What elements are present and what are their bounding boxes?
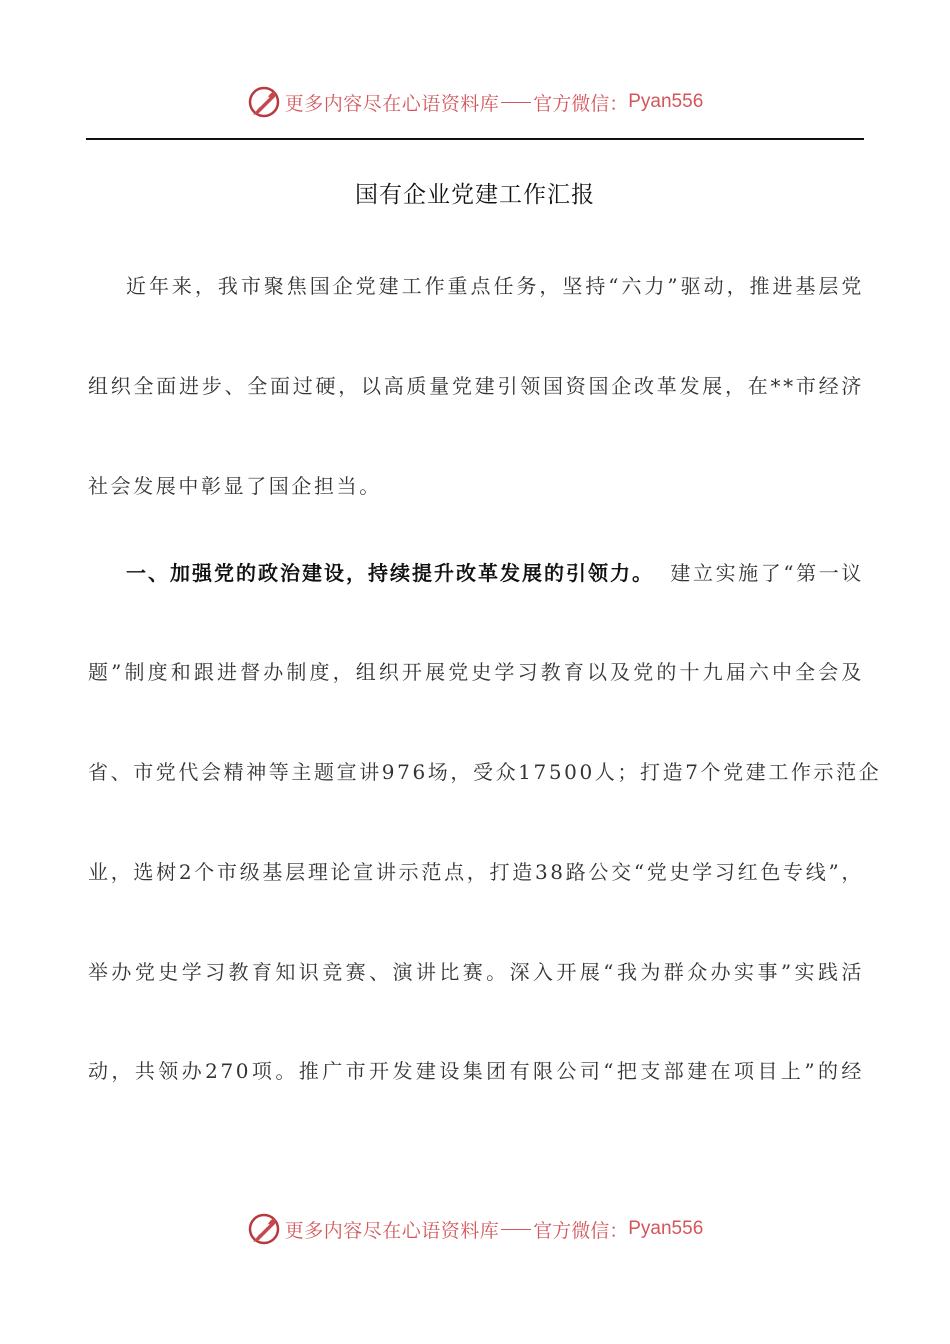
banner-text: 更多内容尽在心语资料库 — [284, 1219, 500, 1242]
banner-wechat-id: Pyan556 — [628, 1218, 704, 1239]
paragraph-line: 省、市党代会精神等主题宣讲976场，受众17500人；打造7个党建工作示范企 — [88, 760, 882, 784]
quill-pen-circle-icon — [247, 1212, 281, 1246]
header-rule — [86, 138, 864, 140]
quill-pen-circle-icon — [247, 85, 281, 119]
paragraph-line: 社会发展中彰显了国企担当。 — [88, 474, 382, 498]
banner-text: 更多内容尽在心语资料库 — [284, 92, 500, 115]
paragraph-line: 组织全面进步、全面过硬，以高质量党建引领国资国企改革发展，在**市经济 — [88, 374, 864, 398]
paragraph-line: 动，共领办270项。推广市开发建设集团有限公司“把支部建在项目上”的经 — [88, 1059, 864, 1083]
paragraph-line: 近年来，我市聚焦国企党建工作重点任务，坚持“六力”驱动，推进基层党 — [126, 274, 864, 298]
paragraph-line: 业，选树2个市级基层理论宣讲示范点，打造38路公交“党史学习红色专线”， — [88, 860, 864, 884]
footer-banner — [0, 1209, 950, 1249]
banner-wechat-label: 官方微信： — [533, 92, 629, 115]
header-banner — [0, 82, 950, 122]
paragraph-line: 题”制度和跟进督办制度，组织开展党史学习教育以及党的十九届六中全会及 — [88, 660, 864, 684]
paragraph-line: 举办党史学习教育知识竞赛、演讲比赛。深入开展“我为群众办实事”实践活 — [88, 960, 864, 984]
banner-wechat-label: 官方微信： — [533, 1219, 629, 1242]
section-heading-continuation: 建立实施了“第一议 — [670, 561, 864, 585]
section-heading-line — [126, 558, 864, 588]
banner-wechat-id: Pyan556 — [628, 91, 704, 112]
banner-dash — [501, 1229, 531, 1230]
section-heading: 一、加强党的政治建设，持续提升改革发展的引领力。 — [126, 561, 654, 585]
document-title: 国有企业党建工作汇报 — [355, 182, 595, 208]
banner-dash — [501, 102, 531, 103]
